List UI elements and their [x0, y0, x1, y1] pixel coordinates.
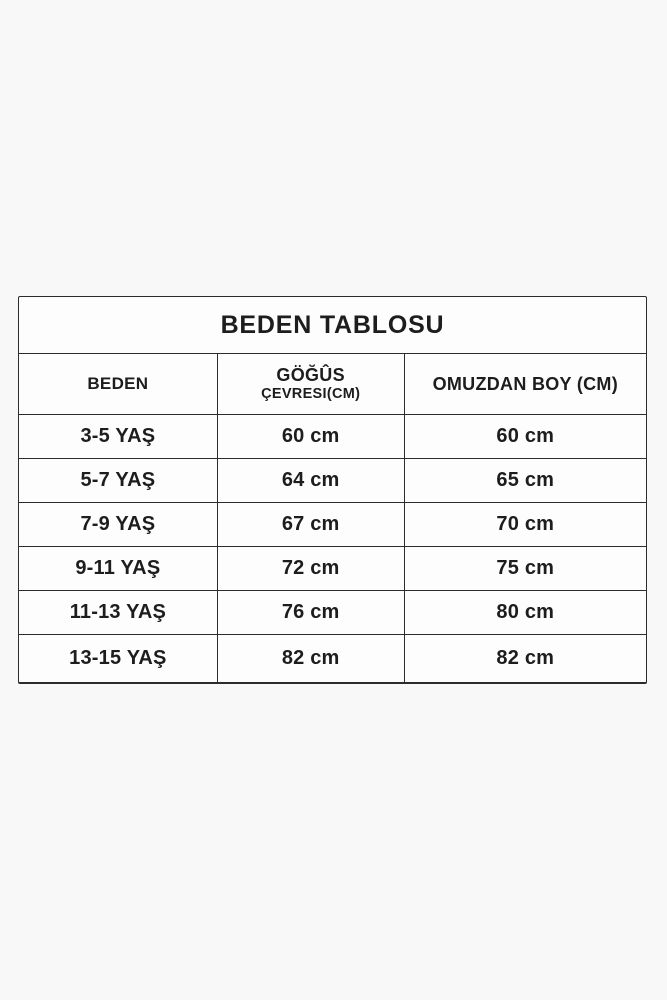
- cell-gogus-cevresi: 72 cm: [218, 547, 405, 590]
- cell-omuzdan-boy: 75 cm: [496, 557, 555, 579]
- table-row: [19, 635, 646, 682]
- table-title-row: [19, 297, 646, 354]
- cell-omuzdan-boy: 82 cm: [496, 647, 555, 669]
- cell-gogus-cevresi: 82 cm: [218, 635, 405, 682]
- cell-omuzdan-boy: 70 cm: [496, 513, 555, 535]
- cell-beden: 13-15 YAŞ: [19, 635, 218, 682]
- header-gogus-label-line1: GÖĞÛS: [276, 365, 345, 386]
- cell-omuzdan-boy: 60 cm: [496, 425, 555, 447]
- table-row: [19, 591, 646, 635]
- table-title: BEDEN TABLOSU: [220, 310, 445, 339]
- cell-beden: 9-11 YAŞ: [19, 547, 218, 590]
- header-cell-beden: [19, 354, 218, 414]
- cell-omuzdan-boy: 65 cm: [496, 469, 555, 491]
- cell-beden: 5-7 YAŞ: [19, 459, 218, 502]
- cell-beden: 11-13 YAŞ: [19, 591, 218, 634]
- header-omuzdan-boy-label: OMUZDAN BOY (CM): [432, 373, 619, 394]
- header-beden-label: BEDEN: [87, 374, 149, 394]
- cell-gogus-cevresi: 60 cm: [218, 415, 405, 458]
- table-row: [19, 547, 646, 591]
- cell-gogus-cevresi: 67 cm: [218, 503, 405, 546]
- header-cell-gogus-cevresi: [218, 354, 405, 414]
- table-row: [19, 415, 646, 459]
- table-row: [19, 459, 646, 503]
- cell-gogus-cevresi: 64 cm: [218, 459, 405, 502]
- header-gogus-label-line2: ÇEVRESI(CM): [261, 386, 361, 402]
- table-header-row: [19, 354, 646, 415]
- table-row: [19, 503, 646, 547]
- cell-beden: 7-9 YAŞ: [19, 503, 218, 546]
- header-cell-omuzdan-boy: [405, 354, 646, 414]
- cell-omuzdan-boy: 80 cm: [496, 601, 555, 623]
- cell-beden: 3-5 YAŞ: [19, 415, 218, 458]
- size-chart-table: [18, 296, 647, 684]
- cell-gogus-cevresi: 76 cm: [218, 591, 405, 634]
